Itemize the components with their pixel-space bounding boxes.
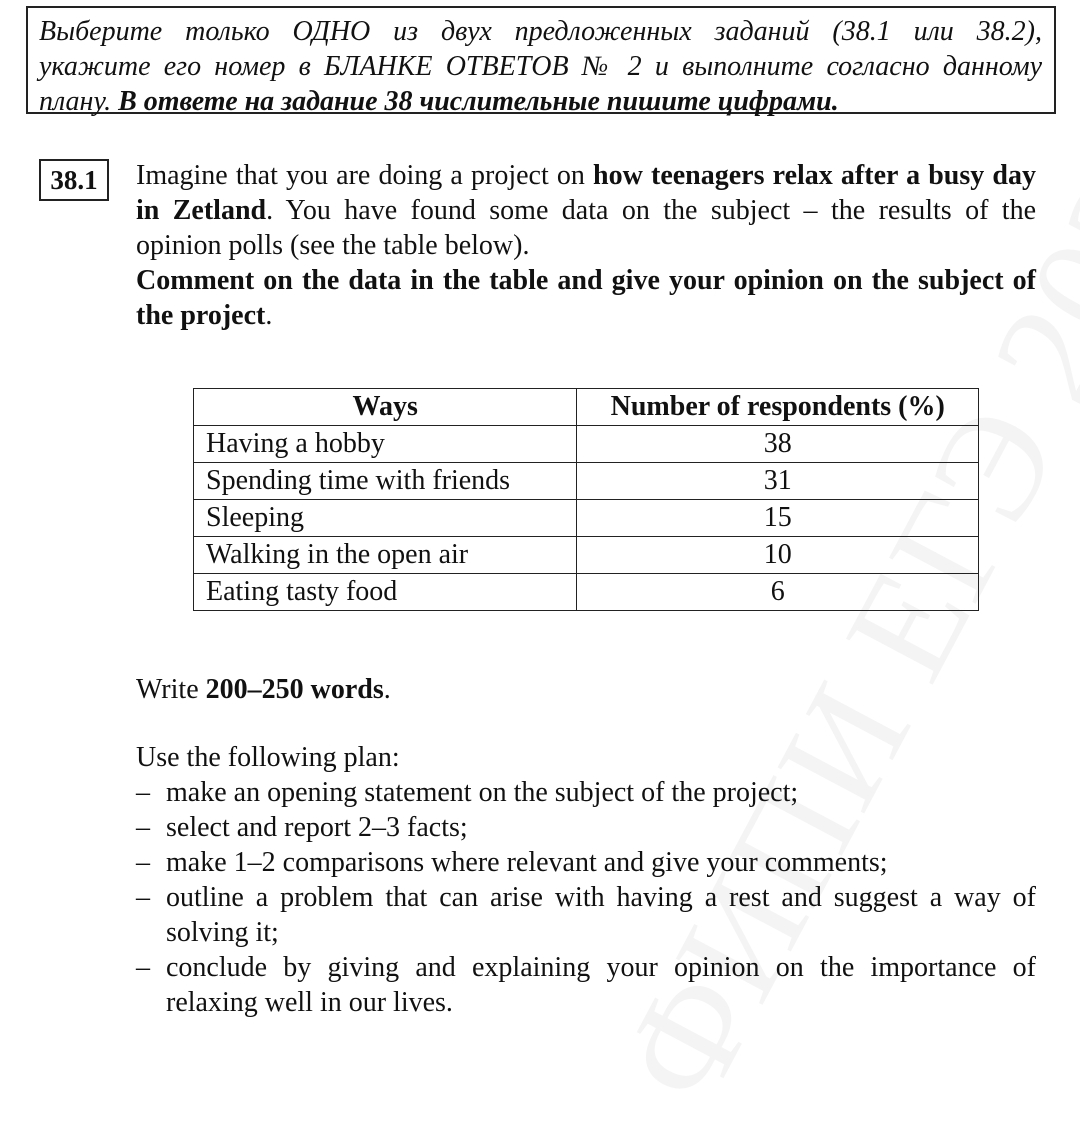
instruction-line-1: Выберите только ОДНО из двух предложенных заданий (38.1 или 38.2), — [39, 16, 1042, 47]
task-intro-bold: how teenagers relax after a busy day in Zetland — [136, 160, 1036, 226]
plan-dash: – — [136, 847, 150, 878]
header-respondents: Number of respondents (%) — [577, 389, 979, 426]
task-intro — [136, 158, 1036, 263]
table-cell-percent: 31 — [577, 463, 979, 500]
plan-intro: Use the following plan: — [136, 742, 400, 773]
instruction-line-3-prefix: плану. — [39, 86, 119, 117]
table-header-row — [194, 389, 979, 426]
table-row — [194, 574, 979, 611]
task-comment — [136, 263, 1036, 333]
table-row — [194, 500, 979, 537]
instruction-line-3 — [39, 84, 1042, 119]
data-table — [193, 388, 979, 611]
plan-item-text: make 1–2 comparisons where relevant and give your comments; — [166, 847, 888, 878]
table-row — [194, 426, 979, 463]
header-ways: Ways — [194, 389, 577, 426]
write-suffix: . — [383, 674, 391, 705]
plan-dash: – — [136, 777, 150, 808]
task-intro-pre: Imagine that you are doing a project on — [136, 160, 594, 191]
task-text — [136, 158, 1036, 333]
write-prefix: Write — [136, 674, 206, 705]
instruction-box — [26, 6, 1056, 117]
plan-dash: – — [136, 952, 150, 983]
plan-dash: – — [136, 812, 150, 843]
table-cell-percent: 10 — [577, 537, 979, 574]
plan-item — [136, 950, 1036, 1020]
plan-item-text: make an opening statement on the subject of the project; — [166, 777, 799, 808]
table-cell-percent: 38 — [577, 426, 979, 463]
plan-item-text: outline a problem that can arise with having a rest and suggest a way of solving it; — [166, 882, 1036, 948]
table-cell-way: Having a hobby — [194, 426, 577, 463]
plan-dash: – — [136, 882, 150, 913]
task-comment-bold: Comment on the data in the table and give your opinion on the subject of the project — [136, 265, 1036, 331]
task-intro-post: . You have found some data on the subject – the results of the opinion polls (see the table below). — [136, 195, 1037, 261]
plan-item — [136, 775, 1036, 810]
table-cell-way: Spending time with friends — [194, 463, 577, 500]
table-cell-percent: 15 — [577, 500, 979, 537]
instruction-line-2: укажите его номер в БЛАНКЕ ОТВЕТОВ № 2 и выполните согласно данному — [39, 51, 1042, 82]
instruction-line-3-bold: В ответе на задание 38 числительные пишите цифрами. — [118, 86, 839, 117]
table-cell-way: Eating tasty food — [194, 574, 577, 611]
plan-item-text: conclude by giving and explaining your opinion on the importance of relaxing well in our lives. — [166, 952, 1036, 1018]
plan-item-text: select and report 2–3 facts; — [166, 812, 468, 843]
task-number-box: 38.1 — [39, 159, 109, 201]
plan-item — [136, 880, 1036, 950]
table-cell-way: Walking in the open air — [194, 537, 577, 574]
task-comment-end: . — [265, 300, 273, 331]
word-count-instruction — [136, 672, 391, 707]
plan-item — [136, 845, 1036, 880]
plan-item — [136, 810, 1036, 845]
write-bold: 200–250 words — [205, 674, 384, 705]
table-row — [194, 463, 979, 500]
table-cell-percent: 6 — [577, 574, 979, 611]
table-cell-way: Sleeping — [194, 500, 577, 537]
table-row — [194, 537, 979, 574]
plan — [136, 740, 1036, 1020]
